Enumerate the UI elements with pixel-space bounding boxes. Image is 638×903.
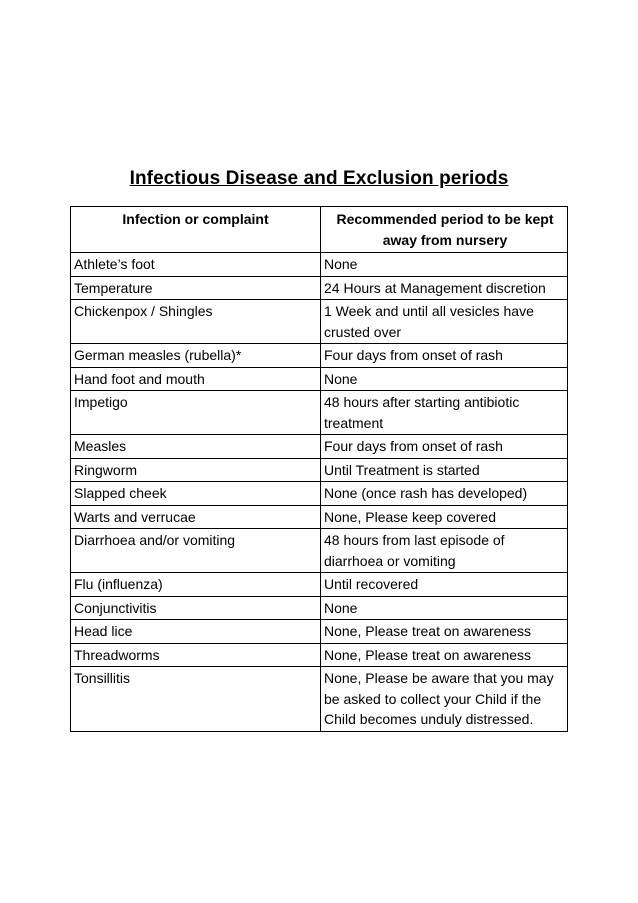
table-row (71, 435, 568, 459)
period-cell: Until recovered (321, 573, 568, 597)
period-cell: 48 hours from last episode of diarrhoea or vomiting (321, 529, 568, 573)
infection-cell: Temperature (71, 276, 321, 300)
infection-cell: Conjunctivitis (71, 596, 321, 620)
period-cell: None (once rash has developed) (321, 482, 568, 506)
header-infection: Infection or complaint (71, 207, 321, 253)
infection-cell: Threadworms (71, 643, 321, 667)
table-row (71, 344, 568, 368)
period-cell: None (321, 596, 568, 620)
table-row (71, 391, 568, 435)
period-cell: 24 Hours at Management discretion (321, 276, 568, 300)
table-row (71, 643, 568, 667)
infection-cell: Warts and verrucae (71, 505, 321, 529)
infection-cell: Hand foot and mouth (71, 367, 321, 391)
table-row (71, 667, 568, 732)
period-cell: 1 Week and until all vesicles have crusted over (321, 300, 568, 344)
period-cell: None, Please keep covered (321, 505, 568, 529)
infection-cell: Chickenpox / Shingles (71, 300, 321, 344)
table-row (71, 482, 568, 506)
period-cell: None, Please treat on awareness (321, 620, 568, 644)
table-row (71, 573, 568, 597)
table-row (71, 253, 568, 277)
infection-cell: Impetigo (71, 391, 321, 435)
period-cell: Four days from onset of rash (321, 344, 568, 368)
infection-cell: Slapped cheek (71, 482, 321, 506)
infection-cell: Flu (influenza) (71, 573, 321, 597)
infection-cell: German measles (rubella)* (71, 344, 321, 368)
period-cell: None, Please be aware that you may be asked to collect your Child if the Child becomes unduly distressed. (321, 667, 568, 732)
period-cell: Four days from onset of rash (321, 435, 568, 459)
exclusion-table (70, 206, 568, 732)
period-cell: None (321, 367, 568, 391)
infection-cell: Tonsillitis (71, 667, 321, 732)
header-period: Recommended period to be kept away from nursery (321, 207, 568, 253)
table-row (71, 596, 568, 620)
infection-cell: Measles (71, 435, 321, 459)
infection-cell: Ringworm (71, 458, 321, 482)
infection-cell: Diarrhoea and/or vomiting (71, 529, 321, 573)
table-row (71, 620, 568, 644)
document-title: Infectious Disease and Exclusion periods (129, 168, 509, 189)
table-row (71, 505, 568, 529)
infection-cell: Athlete’s foot (71, 253, 321, 277)
period-cell: 48 hours after starting antibiotic treatment (321, 391, 568, 435)
table-row (71, 458, 568, 482)
table-row (71, 367, 568, 391)
table-header-row (71, 207, 568, 253)
table-row (71, 300, 568, 344)
table-row (71, 529, 568, 573)
period-cell: Until Treatment is started (321, 458, 568, 482)
infection-cell: Head lice (71, 620, 321, 644)
period-cell: None, Please treat on awareness (321, 643, 568, 667)
period-cell: None (321, 253, 568, 277)
table-row (71, 276, 568, 300)
